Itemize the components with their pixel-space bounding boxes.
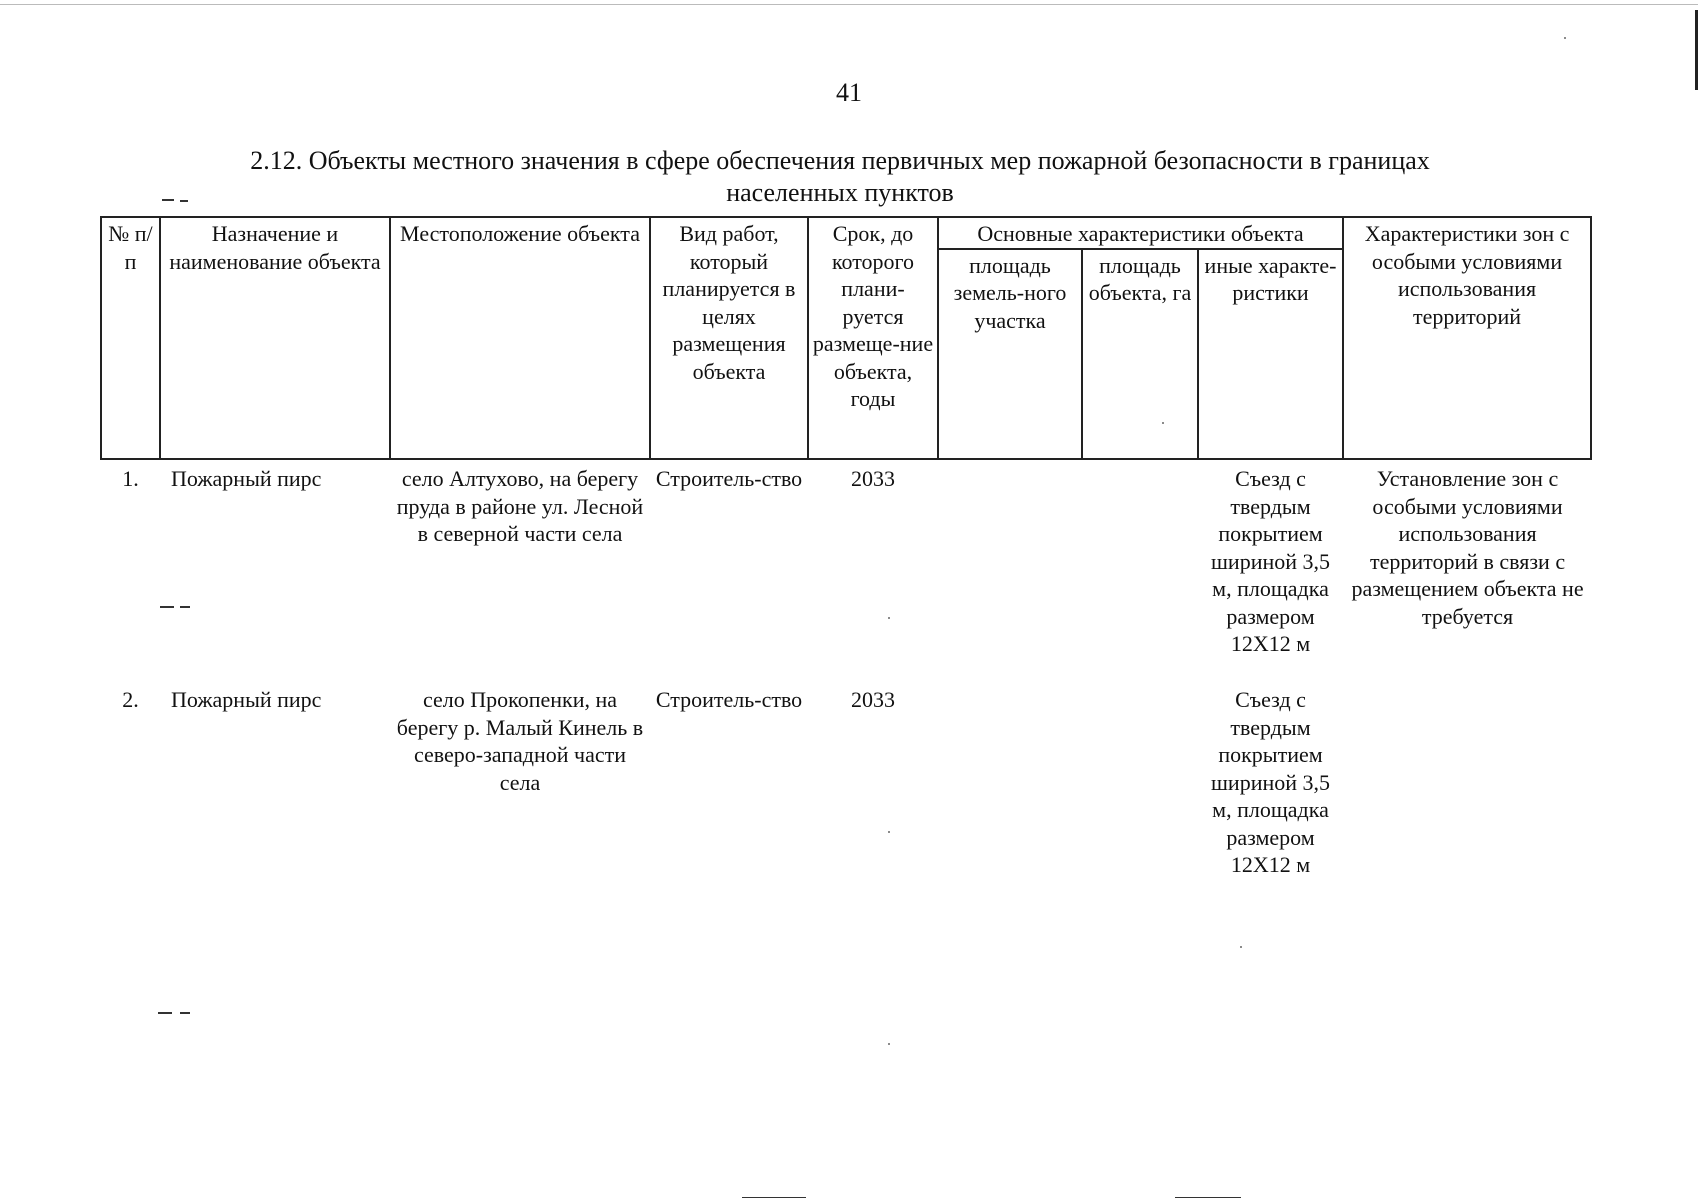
section-title	[160, 145, 1520, 209]
cell-term: 2033	[851, 466, 895, 491]
scan-mark	[180, 200, 188, 202]
cell-other-characteristics: Съезд с твердым покрытием шириной 3,5 м, площадка размером 12Х12 м	[1210, 687, 1331, 877]
header-name: Назначение и наименование объекта	[160, 217, 390, 459]
cell-location: село Прокопенки, на берегу р. Малый Кинель в северо-западной части села	[396, 687, 644, 795]
cell-zones	[1343, 681, 1591, 881]
header-num: № п/п	[101, 217, 160, 459]
table-row	[101, 459, 1591, 681]
table-row	[101, 681, 1591, 881]
section-title-line-2: населенных пунктов	[726, 178, 954, 207]
scan-mark	[158, 1012, 172, 1014]
cell-object-area	[1082, 681, 1198, 881]
cell-other-characteristics: Съезд с твердым покрытием шириной 3,5 м, площадка размером 12Х12 м	[1210, 466, 1331, 656]
objects-table-wrapper	[100, 216, 1590, 881]
cell-object-area	[1082, 459, 1198, 681]
cell-term: 2033	[851, 687, 895, 712]
cell-name: Пожарный пирс	[171, 687, 322, 712]
section-title-line-1: 2.12. Объекты местного значения в сфере обеспечения первичных мер пожарной безопасности в границах	[250, 146, 1430, 175]
cell-location: село Алтухово, на берегу пруда в районе ул. Лесной в северной части села	[396, 466, 644, 546]
scan-top-line	[0, 4, 1698, 5]
scan-mark	[1175, 1197, 1241, 1198]
cell-land-area	[938, 459, 1082, 681]
scan-dot	[1162, 422, 1164, 424]
cell-land-area	[938, 681, 1082, 881]
page-number: 41	[836, 78, 862, 107]
header-location: Местоположение объекта	[390, 217, 650, 459]
cell-work: Строитель-ство	[655, 687, 803, 712]
header-other-characteristics: иные характе-ристики	[1198, 249, 1343, 460]
scan-dot	[888, 617, 890, 619]
cell-num: 1.	[122, 466, 139, 491]
header-land-area: площадь земель-ного участка	[938, 249, 1082, 460]
header-term: Срок, до которого плани-руется размеще-ние объекта, годы	[808, 217, 938, 459]
scan-dot	[888, 1043, 890, 1045]
scan-mark	[162, 199, 174, 201]
table-header-row-1	[101, 217, 1591, 249]
scan-dot	[888, 831, 890, 833]
scan-mark	[742, 1197, 806, 1198]
scan-mark	[160, 606, 174, 608]
header-main-characteristics: Основные характеристики объекта	[938, 217, 1343, 249]
header-work: Вид работ, который планируется в целях размещения объекта	[650, 217, 808, 459]
scan-mark	[180, 606, 190, 608]
header-zones: Характеристики зон с особыми условиями использования территорий	[1343, 217, 1591, 459]
header-object-area: площадь объекта, га	[1082, 249, 1198, 460]
cell-name: Пожарный пирс	[171, 466, 322, 491]
scan-mark	[180, 1012, 190, 1014]
cell-work: Строитель-ство	[655, 466, 803, 491]
objects-table	[100, 216, 1592, 881]
scan-dot	[1564, 37, 1566, 39]
scan-dot	[1240, 946, 1242, 948]
cell-num: 2.	[122, 687, 139, 712]
cell-zones: Установление зон с особыми условиями использования территорий в связи с размещением объекта не требуется	[1351, 466, 1584, 629]
